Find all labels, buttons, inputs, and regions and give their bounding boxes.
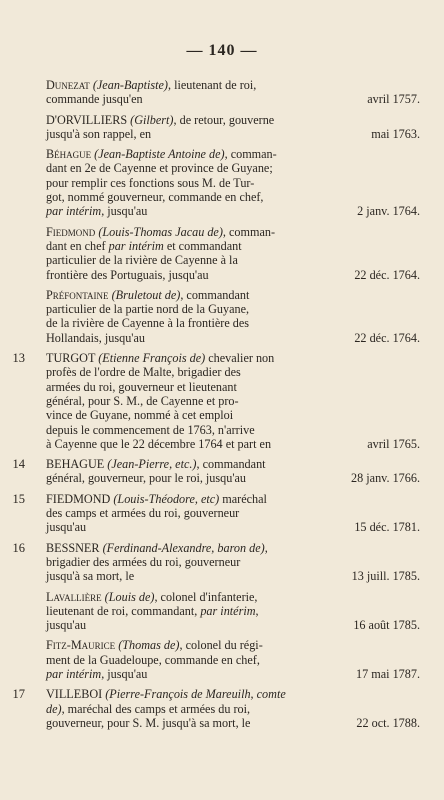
list-item [12,457,420,486]
list-item [12,491,420,535]
entry-text: et commandant [163,238,242,253]
person-detail: (Jean-Pierre, etc.) [107,457,197,472]
person-detail: (Pierre-François de Mareuilh, comte [105,687,286,702]
entry-date: 17 mai 1787. [356,666,420,681]
entry-date: 28 janv. 1766. [351,471,420,486]
list-item [24,78,420,107]
entry-date: 22 déc. 1764. [354,330,420,345]
person-name: Fitz-Maurice [46,638,116,653]
person-detail: (Thomas de) [118,638,180,653]
entry-date: avril 1757. [367,92,420,107]
person-detail: (Ferdinand-Alexandre, baron de) [102,540,265,555]
person-detail: (Louis de) [104,589,155,604]
page-number: — 140 — [186,42,258,59]
person-detail: (Jean-Baptiste Antoine de) [94,147,225,162]
entry-date: mai 1763. [371,126,420,141]
entry-text: , colonel d'infanterie, [154,589,258,604]
person-name: BEHAGUE [46,457,105,472]
list-item [12,351,420,451]
entry-date: 16 août 1785. [353,618,420,633]
entry-text: depuis le commencement de 1763, n'arrive [46,422,255,437]
person-detail: (Jean-Baptiste) [92,78,168,92]
entry-text: , jusqu'au [101,666,148,681]
entry-text-italic: par intérim [200,603,256,618]
entry-text: à Cayenne que le 22 décembre 1764 et part en [46,436,272,451]
entry-text: , jusqu'au [101,204,148,219]
entry-text: maréchal [219,491,267,506]
entry-text: général, pour S. M., de Cayenne et pro- [46,393,239,408]
entry-date: 2 janv. 1764. [357,204,420,219]
entry-text: général, gouverneur, pour le roi, jusqu'au [46,471,247,486]
entry-number: 14 [12,457,25,472]
entry-text: , [264,540,268,555]
entry-text: lieutenant de roi, commandant, [46,603,201,618]
person-name: Fiedmond [46,224,96,239]
entry-text: profès de l'ordre de Malte, brigadier des [46,365,241,380]
entry-text-italic: par intérim [108,238,164,253]
person-detail: (Bruletout de) [111,287,181,302]
entry-text: ment de la Guadeloupe, commande en chef, [46,652,260,667]
list-item [24,288,420,345]
entry-text: particulier de la rivière de Cayenne à la [46,253,238,268]
person-name: Lavallière [46,589,102,604]
list-item [24,225,420,282]
list-item [12,687,420,730]
entry-text: particulier de la partie nord de la Guyane, [46,302,250,317]
entry-text: jusqu'au [46,520,87,535]
entry-text: , [255,603,259,618]
entry-text: gouverneur, pour S. M. jusqu'à sa mort, le [46,715,251,730]
entry-date: 22 oct. 1788. [356,715,420,730]
person-name: Préfontaine [46,287,109,302]
entry-text: got, nommé gouverneur, commande en chef, [46,190,264,205]
entry-date: 22 déc. 1764. [354,267,420,282]
entry-text: jusqu'au [46,618,87,633]
entry-text: vince de Guyane, nommé à cet emploi [46,408,234,423]
entry-text: , commandant [196,457,266,472]
entry-text: , de retour, gouverne [173,112,275,127]
entry-number: 17 [12,687,25,702]
person-name: FIEDMOND [46,491,111,506]
list-item [12,540,420,584]
entry-text: , comman- [224,147,277,162]
entry-text: commande jusqu'en [46,92,143,107]
list-item [24,113,420,142]
list-item [24,638,420,681]
entry-text: chevalier non [205,351,275,366]
entry-text: , comman- [222,224,276,239]
person-name: TURGOT [46,351,96,366]
entry-date: 13 juill. 1785. [351,569,420,584]
person-detail: (Gilbert) [130,112,174,127]
entry-text: dant en 2e de Cayenne et province de Guyane; [46,161,273,176]
entry-text: frontière des Portuguais, jusqu'au [46,267,209,282]
entry-text: brigadier des armées du roi, gouverneur [46,554,241,569]
entry-text: pour remplir ces fonctions sous M. de Tur- [46,175,255,190]
entry-text-italic: par intérim [46,666,102,681]
person-name: Dunezat [46,78,90,92]
entry-number: 15 [12,491,25,506]
person-detail: (Etienne François de) [98,351,206,366]
entry-text: , colonel du régi- [179,638,263,653]
list-item [24,590,420,633]
entry-number: 16 [12,540,25,555]
entry-date: avril 1765. [367,436,420,451]
entry-text: , commandant [180,287,250,302]
person-name: BESSNER [46,540,100,555]
person-name: Béhague [46,147,92,162]
entry-text: de la rivière de Cayenne à la frontière des [46,316,250,331]
entry-text-italic: par intérim [46,204,102,219]
entry-text: jusqu'à sa mort, le [46,569,135,584]
entry-text: , maréchal des camps et armées du roi, [61,701,251,716]
person-detail: (Louis-Thomas Jacau de) [98,224,223,239]
entry-text: jusqu'à son rappel, en [46,126,152,141]
entry-text-italic: de) [46,701,62,716]
entry-text: des camps et armées du roi, gouverneur [46,506,240,521]
entry-number: 13 [12,351,25,366]
list-item [24,147,420,218]
entry-text: armées du roi, gouverneur et lieutenant [46,379,237,394]
entry-text: dant en chef [46,238,109,253]
entry-text: , lieutenant de roi, [167,78,257,92]
person-name: D'ORVILLIERS [46,112,128,127]
person-detail: (Louis-Théodore, etc) [113,491,220,506]
entry-date: 15 déc. 1781. [354,520,420,535]
person-name: VILLEBOI [46,687,103,702]
entry-text: Hollandais, jusqu'au [46,330,146,345]
